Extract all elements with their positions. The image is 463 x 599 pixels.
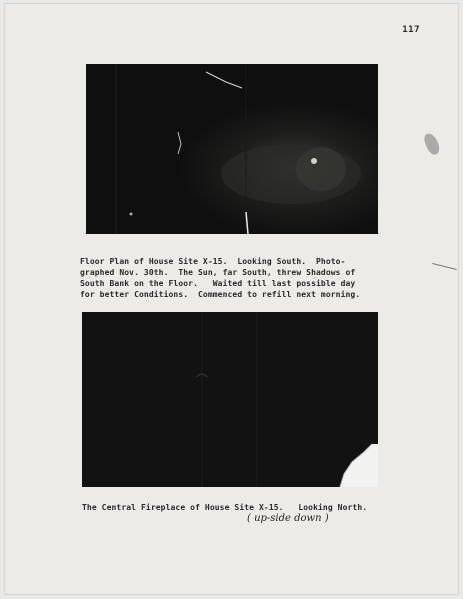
caption-line: The Central Fireplace of House Site X-15. Looking North. [82,503,368,512]
photo-floor-plan [86,64,378,234]
photo-central-fireplace-image [82,312,378,487]
figure-1-caption [80,256,360,300]
caption-line: Floor Plan of House Site X-15. Looking South. Photo- [80,257,346,266]
figure-2-caption [82,502,367,513]
caption-line: graphed Nov. 30th. The Sun, far South, threw Shadows of [80,268,356,277]
caption-line: South Bank on the Floor. Waited till last possible day [80,279,356,288]
page-number: 117 [402,25,420,35]
photo-floor-plan-image [86,64,378,234]
handwritten-note: ( up-side down ) [247,513,329,524]
caption-line: for better Conditions. Commenced to refill next morning. [80,290,361,299]
photo-central-fireplace [82,312,378,487]
